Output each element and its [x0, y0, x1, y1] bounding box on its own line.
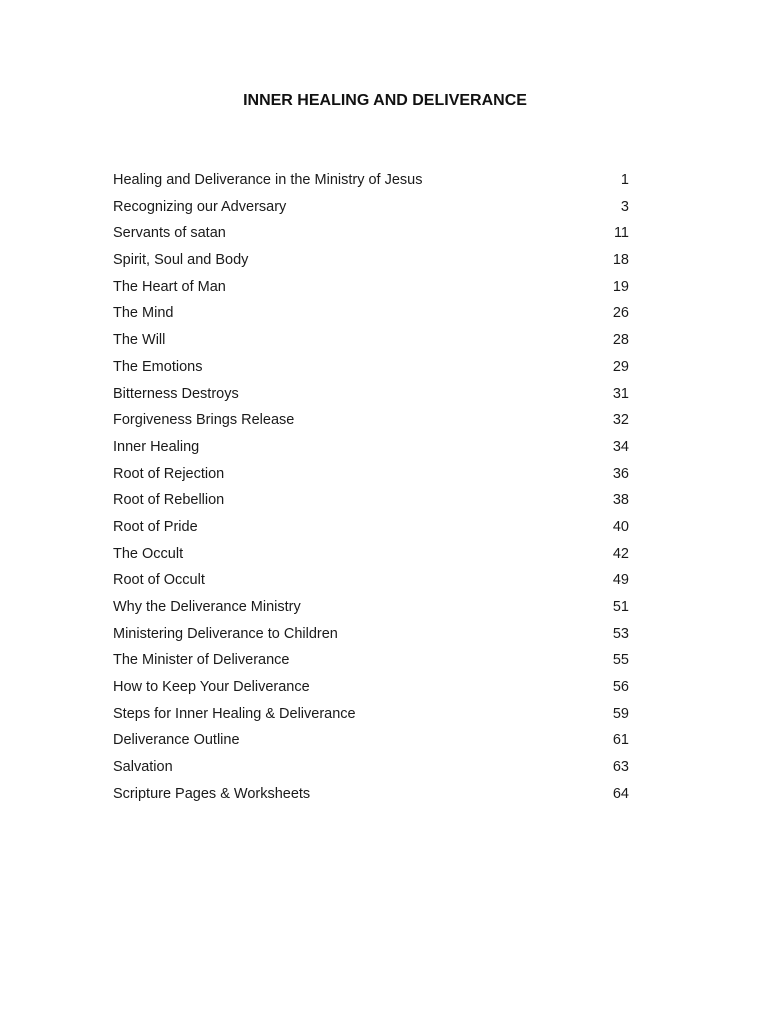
toc-entry	[113, 569, 629, 596]
toc-entry-title: Root of Occult	[113, 572, 205, 589]
toc-entry-page: 19	[612, 278, 629, 295]
toc-entry-page: 38	[612, 492, 629, 509]
toc-entry	[113, 489, 629, 516]
toc-entry-page: 31	[612, 385, 629, 402]
document-title: INNER HEALING AND DELIVERANCE	[243, 92, 527, 109]
toc-entry	[113, 543, 629, 570]
toc-entry-page: 3	[620, 198, 629, 215]
toc-entry	[113, 169, 629, 196]
toc-entry	[113, 649, 629, 676]
toc-entry	[113, 409, 629, 436]
toc-entry-page: 53	[612, 625, 629, 642]
toc-entry-page: 34	[612, 438, 629, 455]
toc-entry-page: 28	[612, 332, 629, 349]
toc-entry-page: 26	[612, 305, 629, 322]
toc-entry	[113, 516, 629, 543]
toc-entry-title: Ministering Deliverance to Children	[113, 625, 338, 642]
toc-entry-title: How to Keep Your Deliverance	[113, 679, 310, 696]
toc-entry-page: 59	[612, 705, 629, 722]
toc-entry-page: 40	[612, 518, 629, 535]
toc-entry	[113, 383, 629, 410]
toc-entry-page: 56	[612, 679, 629, 696]
toc-entry-title: Root of Rejection	[113, 465, 225, 482]
toc-entry	[113, 729, 629, 756]
toc-entry-title: The Occult	[113, 545, 184, 562]
toc-entry	[113, 596, 629, 623]
toc-entry-page: 36	[612, 465, 629, 482]
toc-entry	[113, 249, 629, 276]
toc-entry	[113, 676, 629, 703]
toc-entry	[113, 436, 629, 463]
toc-entry	[113, 703, 629, 730]
toc-entry	[113, 623, 629, 650]
toc-entry-title: Salvation	[113, 759, 173, 776]
toc-entry-title: The Will	[113, 332, 166, 349]
toc-entry-page: 18	[612, 252, 629, 269]
toc-entry-page: 1	[620, 172, 629, 188]
toc-entry	[113, 356, 629, 383]
toc-entry-page: 32	[612, 412, 629, 429]
toc-entry	[113, 302, 629, 329]
toc-entry-title: Steps for Inner Healing & Deliverance	[113, 705, 356, 722]
toc-entry-page: 55	[612, 652, 629, 669]
toc-entry	[113, 329, 629, 356]
toc-entry-title: Scripture Pages & Worksheets	[113, 785, 311, 802]
toc-entry-title: Healing and Deliverance in the Ministry of Jesus	[113, 172, 423, 188]
toc-entry-title: Root of Pride	[113, 518, 198, 535]
toc-entry-page: 11	[613, 225, 629, 242]
toc-entry-page: 49	[612, 572, 629, 589]
toc-entry-page: 61	[612, 732, 629, 749]
toc-entry	[113, 756, 629, 783]
toc-entry-title: Recognizing our Adversary	[113, 198, 287, 215]
toc-entry-title: The Minister of Deliverance	[113, 652, 290, 669]
toc-entry-title: Why the Deliverance Ministry	[113, 599, 301, 615]
toc-entry	[113, 463, 629, 490]
toc-entry-title: The Heart of Man	[113, 278, 226, 295]
toc-entry	[113, 783, 629, 810]
toc-entry	[113, 222, 629, 249]
toc-entry	[113, 196, 629, 223]
toc-entry-title: Forgiveness Brings Release	[113, 412, 295, 429]
toc-entry-title: Root of Rebellion	[113, 492, 225, 509]
toc-entry-title: Deliverance Outline	[113, 732, 240, 749]
toc-entry-title: The Emotions	[113, 358, 203, 375]
toc-entry-title: Bitterness Destroys	[113, 385, 239, 402]
toc-entry-title: Servants of satan	[113, 225, 226, 242]
toc-entry	[113, 276, 629, 303]
toc-entry-title: Spirit, Soul and Body	[113, 252, 249, 269]
toc-entry-page: 64	[612, 785, 629, 802]
table-of-contents	[113, 169, 629, 810]
toc-entry-title: Inner Healing	[113, 438, 200, 455]
toc-entry-page: 42	[612, 545, 629, 562]
toc-entry-page: 63	[612, 759, 629, 776]
toc-entry-page: 51	[612, 599, 629, 615]
toc-entry-page: 29	[612, 358, 629, 375]
toc-entry-title: The Mind	[113, 305, 174, 322]
